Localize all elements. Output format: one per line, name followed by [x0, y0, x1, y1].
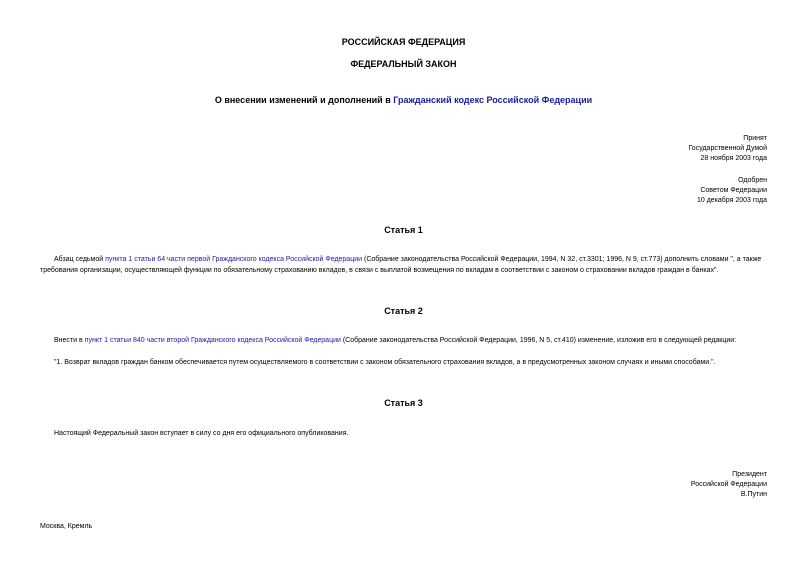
law-title [0, 95, 807, 105]
signature-line2: Российской Федерации [690, 481, 767, 488]
approved-line1: Одобрен [738, 177, 767, 184]
article1-link[interactable]: пункта 1 статьи 64 части первой Гражданского кодекса Российской Федерации [105, 256, 363, 263]
law-title-prefix: О внесении изменений и дополнений в [214, 95, 394, 105]
approved-block [697, 176, 767, 206]
article2-paragraph [40, 335, 768, 346]
approved-date: 10 декабря 2003 года [696, 197, 767, 204]
approved-line2: Советом Федерации [700, 187, 767, 194]
signature-block [691, 470, 767, 500]
adopted-line2: Государственной Думой [688, 145, 767, 152]
place-of-signing: Москва, Кремль [40, 523, 93, 530]
article2-text-suffix: (Собрание законодательства Российской Федерации, 1996, N 5, ст.410) изменение, изложив его в следующей редакции: [340, 337, 737, 344]
article2-text-prefix: Внести в [54, 337, 85, 344]
article1-text-suffix: (Собрание законодательства Российской Федерации, 1994, N 32, ст.3301; 1996, N 9, ст.773) дополнить словами ", а также требования организации, осуществляющей функции по обязательному страхованию вкладов, в связи с выплатой возмещения по вкладам в соответствии с законом о страховании вкладов граждан в банках". [40, 256, 762, 274]
adopted-block [688, 134, 767, 164]
article2-link[interactable]: пункт 1 статьи 840 части второй Гражданского кодекса Российской Федерации [84, 337, 341, 344]
article1-text-prefix: Абзац седьмой [54, 256, 106, 263]
article2-quote: "1. Возврат вкладов граждан банком обеспечивается путем осуществляемого в соответствии с законом обязательного страхования вкладов, а в предусмотренных законом случаях и иными способами.". [54, 359, 716, 366]
signature-line1: Президент [732, 471, 767, 478]
country-heading: РОССИЙСКАЯ ФЕДЕРАЦИЯ [341, 37, 466, 47]
article3-heading: Статья 3 [384, 398, 423, 408]
article1-heading: Статья 1 [384, 225, 423, 235]
adopted-date: 28 ноября 2003 года [700, 155, 767, 162]
article2-heading: Статья 2 [384, 306, 423, 316]
civil-code-link[interactable]: Гражданский кодекс Российской Федерации [393, 95, 593, 105]
law-type-heading: ФЕДЕРАЛЬНЫЙ ЗАКОН [350, 59, 457, 69]
article3-paragraph: Настоящий Федеральный закон вступает в силу со дня его официального опубликования. [54, 430, 349, 437]
article1-paragraph [40, 254, 768, 276]
signature-name: В.Путин [740, 491, 767, 498]
adopted-line1: Принят [743, 135, 767, 142]
